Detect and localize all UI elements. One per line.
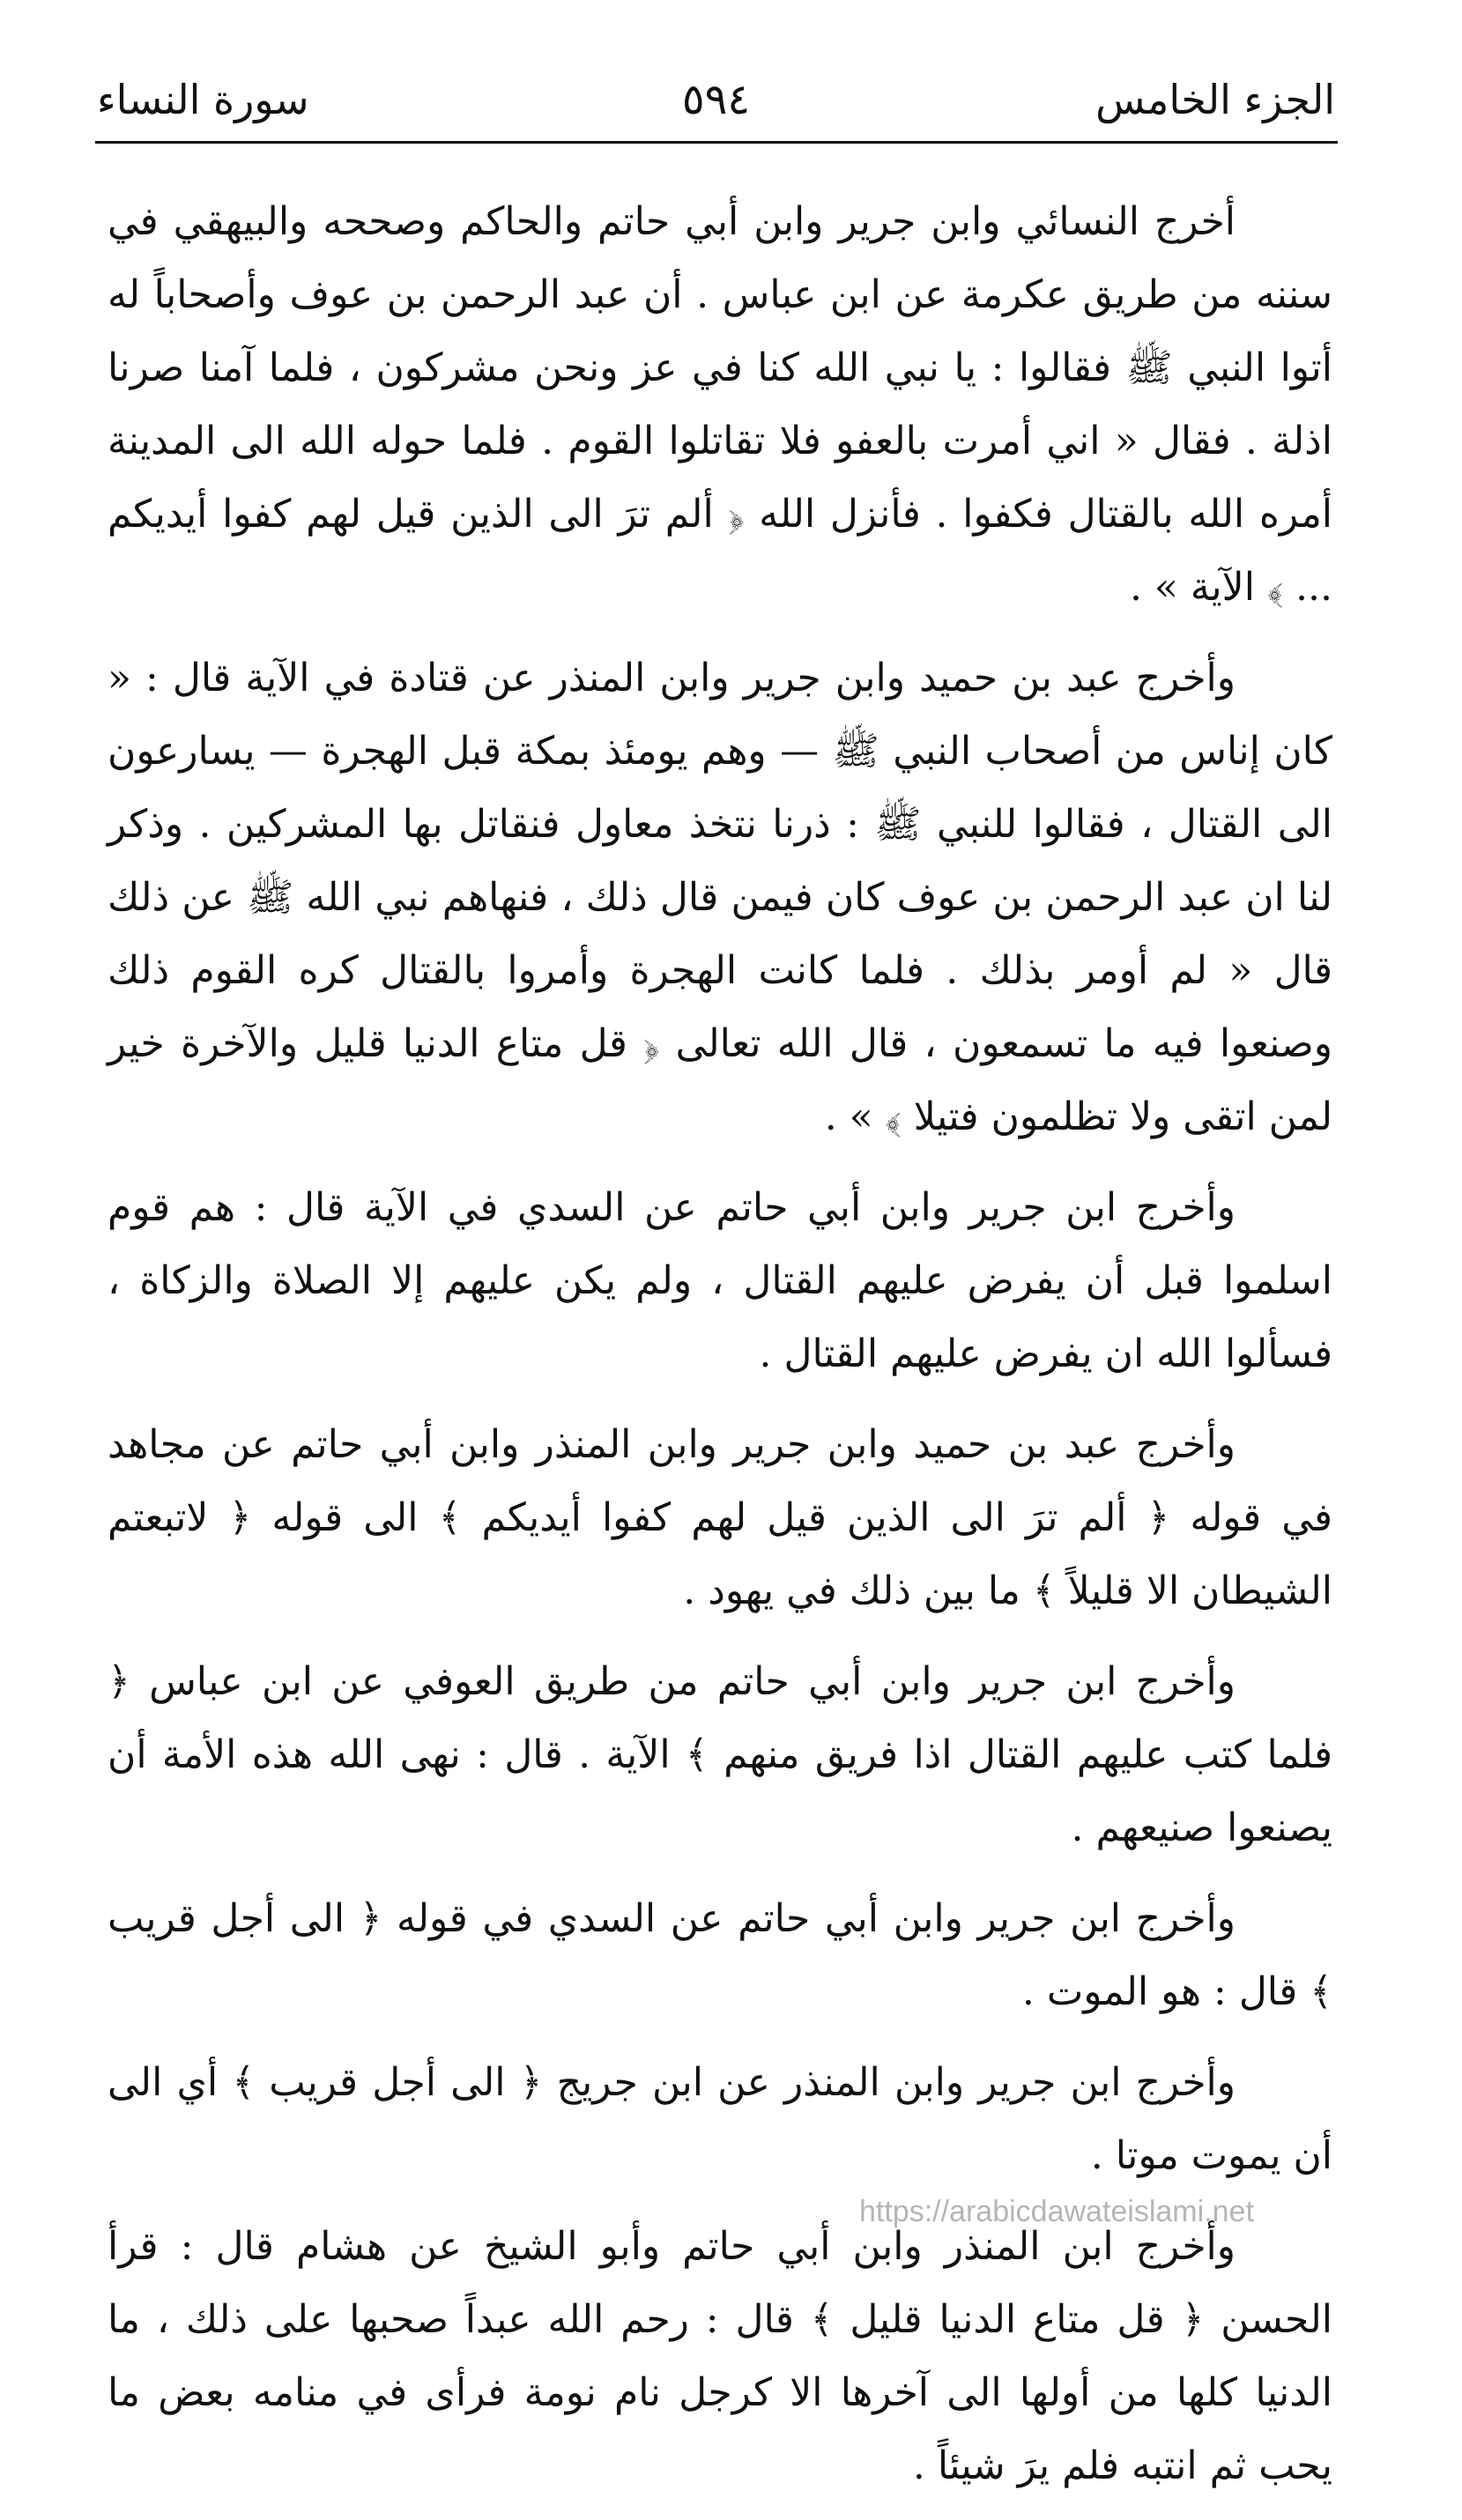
paragraph: وأخرج ابن جرير وابن المنذر عن ابن جريج ﴿ الى أجل قريب ﴾ أي الى أن يموت موتا . — [108, 2060, 1332, 2178]
running-header — [97, 69, 1335, 130]
paragraph: وأخرج عبد بن حميد وابن جرير وابن المنذر عن قتادة في الآية قال : « كان إناس من أصحاب النبي ﷺ — وهم يومئذ بمكة قبل الهجرة — يسارعون الى القتال ، فقالوا للنبي ﷺ : ذرنا نتخذ معاول فنقاتل بها المشركين . وذكر لنا ان عبد الرحمن بن عوف كان فيمن قال ذلك ، فنهاهم نبي الله ﷺ عن ذلك قال « لم أومر بذلك . فلما كانت الهجرة وأمروا بالقتال كره القوم ذلك وصنعوا فيه ما تسمعون ، قال الله تعالى ﴿ قل متاع الدنيا قليل والآخرة خير لمن اتقى ولا تظلمون فتيلا ﴾ » . — [108, 656, 1333, 1139]
paragraph: وأخرج ابن جرير وابن أبي حاتم عن السدي في قوله ﴿ الى أجل قريب ﴾ قال : هو الموت . — [108, 1896, 1332, 2014]
paragraph: وأخرج ابن المنذر وابن أبي حاتم وأبو الشيخ عن هشام قال : قرأ الحسن ﴿ قل متاع الدنيا قليل ﴾ قال : رحم الله عبداً صحبها على ذلك ، ما الدنيا كلها من أولها الى آخرها الا كرجل نام نومة فرأى في منامه بعض ما يحب ثم انتبه فلم يرَ شيئاً . — [108, 2224, 1332, 2488]
paragraph: وأخرج عبد بن حميد وابن جرير وابن المنذر وابن أبي حاتم عن مجاهد في قوله ﴿ ألم ترَ الى الذين قيل لهم كفوا أيديكم ﴾ الى قوله ﴿ لاتبعتم الشيطان الا قليلاً ﴾ ما بين ذلك في يهود . — [108, 1422, 1332, 1613]
paragraph: وأخرج ابن جرير وابن أبي حاتم من طريق العوفي عن ابن عباس ﴿ فلما كتب عليهم القتال اذا فريق منهم ﴾ الآية . قال : نهى الله هذه الأمة أن يصنعوا صنيعهم . — [108, 1659, 1332, 1850]
page-body — [108, 185, 1332, 2520]
paragraph: وأخرج ابن جرير وابن أبي حاتم عن السدي في الآية قال : هم قوم اسلموا قبل أن يفرض عليهم القتال ، ولم يكن عليهم إلا الصلاة والزكاة ، فسألوا الله ان يفرض عليهم القتال . — [108, 1185, 1332, 1376]
header-divider — [95, 141, 1338, 144]
watermark-url: https://arabicdawateislami.net — [859, 2195, 1254, 2228]
page-number: ٥٩٤ — [681, 75, 751, 124]
paragraph: أخرج النسائي وابن جرير وابن أبي حاتم والحاكم وصححه والبيهقي في سننه من طريق عكرمة عن ابن عباس . أن عبد الرحمن بن عوف وأصحاباً له أتوا النبي ﷺ فقالوا : يا نبي الله كنا في عز ونحن مشركون ، فلما آمنا صرنا اذلة . فقال « اني أمرت بالعفو فلا تقاتلوا القوم . فلما حوله الله الى المدينة أمره الله بالقتال فكفوا . فأنزل الله ﴿ ألم ترَ الى الذين قيل لهم كفوا أيديكم ... ﴾ الآية » . — [108, 199, 1332, 610]
part-title: الجزء الخامس — [1095, 76, 1335, 123]
surah-title: سورة النساء — [97, 76, 309, 123]
